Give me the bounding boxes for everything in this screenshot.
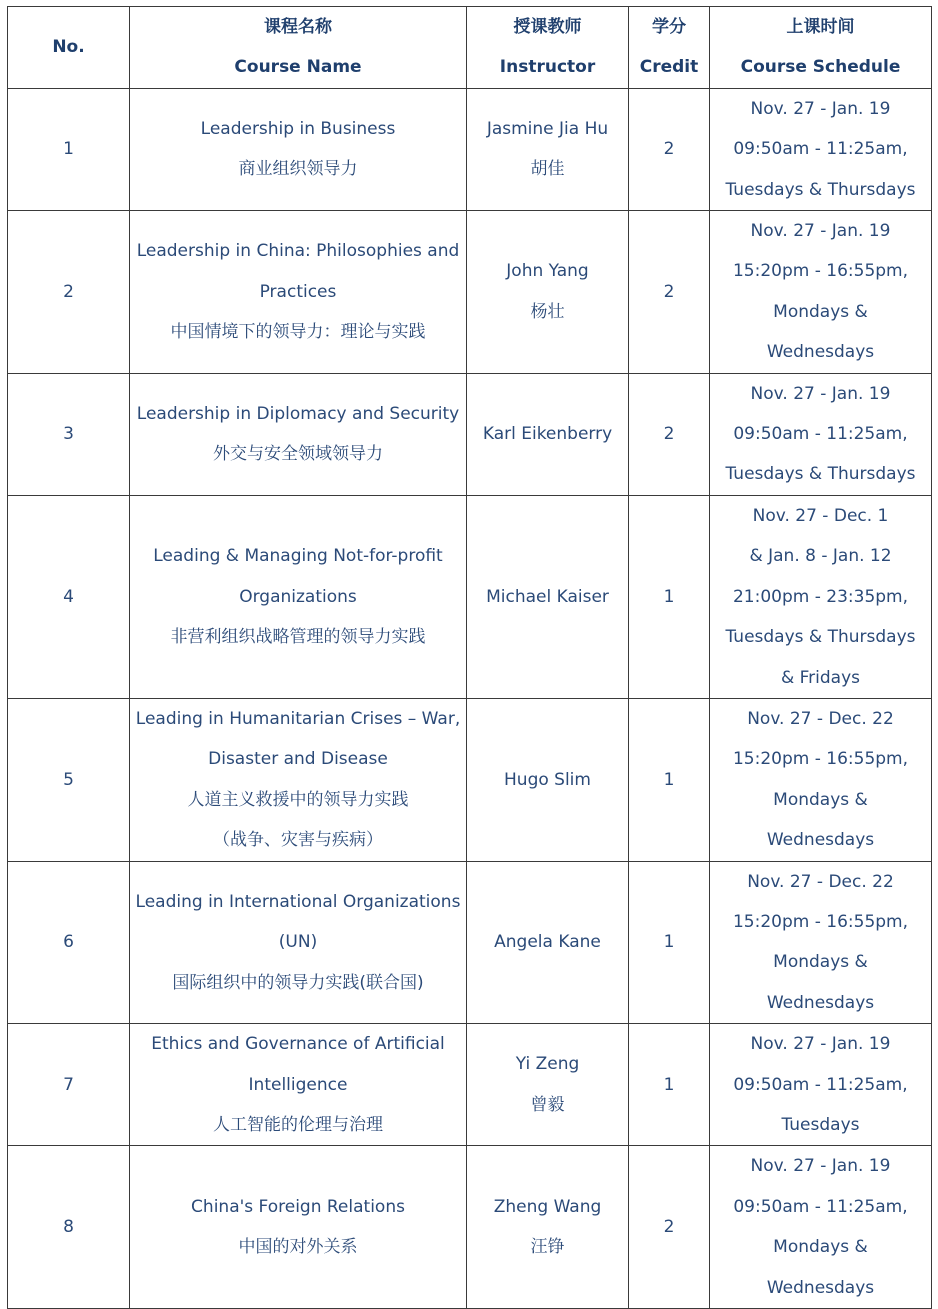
course-name-line: Intelligence	[248, 1074, 348, 1095]
course-name-line: 人道主义救援中的领导力实践	[187, 789, 409, 810]
cell-no	[8, 211, 130, 374]
table-row	[8, 1024, 932, 1146]
row-number: 4	[63, 586, 74, 607]
header-row	[8, 7, 932, 89]
row-number: 6	[63, 932, 74, 953]
header-instructor-cn: 授课教师	[513, 17, 582, 37]
header-no-label: No.	[52, 37, 85, 58]
schedule-line: 09:50am - 11:25am,	[733, 1196, 908, 1217]
instructor-line: John Yang	[506, 261, 589, 282]
course-name-line: 中国的对外关系	[238, 1237, 358, 1258]
schedule-line: Mondays &	[773, 1237, 868, 1258]
schedule-line: 15:20pm - 16:55pm,	[732, 261, 909, 282]
cell-instructor	[467, 698, 629, 861]
cell-schedule	[710, 373, 932, 495]
course-name-line: Ethics and Governance of Artificial	[151, 1034, 445, 1055]
course-name-line: Leading in Humanitarian Crises – War,	[135, 708, 461, 729]
header-course-name-en: Course Name	[234, 57, 362, 78]
instructor-line: Zheng Wang	[493, 1196, 602, 1217]
schedule-line: Nov. 27 - Jan. 19	[750, 383, 891, 404]
header-schedule-en: Course Schedule	[740, 57, 901, 78]
course-name-line: Leadership in Business	[200, 119, 396, 140]
schedule-line: Wednesdays	[766, 830, 875, 851]
cell-course-name	[130, 1146, 467, 1309]
schedule-line: Tuesdays & Thursdays	[725, 179, 916, 200]
cell-no	[8, 861, 130, 1024]
instructor-line: Hugo Slim	[504, 769, 591, 790]
row-number: 1	[63, 139, 74, 160]
schedule-line: Mondays &	[773, 789, 868, 810]
schedule-line: Tuesdays & Thursdays	[725, 627, 916, 648]
instructor-line: Karl Eikenberry	[482, 424, 613, 445]
credit-value: 2	[663, 1216, 675, 1237]
course-name-line: Leading & Managing Not-for-profit	[153, 546, 443, 567]
row-number: 7	[63, 1074, 74, 1095]
course-name-line: 外交与安全领域领导力	[213, 444, 383, 465]
cell-course-name	[130, 495, 467, 698]
header-credit	[629, 7, 710, 89]
schedule-line: Nov. 27 - Jan. 19	[750, 98, 891, 119]
course-name-line: 非营利组织战略管理的领导力实践	[170, 627, 426, 648]
course-name-line: Leadership in Diplomacy and Security	[136, 403, 460, 424]
cell-course-name	[130, 861, 467, 1024]
header-instructor-en: Instructor	[499, 57, 596, 78]
instructor-line: Angela Kane	[494, 932, 601, 953]
header-instructor	[467, 7, 629, 89]
schedule-line: Nov. 27 - Jan. 19	[750, 221, 891, 242]
credit-value: 2	[663, 424, 675, 445]
cell-instructor	[467, 373, 629, 495]
instructor-line: 汪铮	[530, 1237, 565, 1258]
cell-schedule	[710, 495, 932, 698]
schedule-line: Tuesdays & Thursdays	[725, 464, 916, 485]
schedule-line: Nov. 27 - Dec. 22	[747, 871, 894, 892]
schedule-line: Nov. 27 - Dec. 22	[747, 708, 894, 729]
schedule-line: 21:00pm - 23:35pm,	[732, 586, 909, 607]
schedule-line: Nov. 27 - Jan. 19	[750, 1156, 891, 1177]
header-no	[8, 7, 130, 89]
course-name-line: Leadership in China: Philosophies and	[136, 241, 460, 262]
schedule-line: 15:20pm - 16:55pm,	[732, 911, 909, 932]
cell-no	[8, 1024, 130, 1146]
course-name-line: China's Foreign Relations	[191, 1196, 405, 1217]
cell-instructor	[467, 1146, 629, 1309]
cell-credit	[629, 861, 710, 1024]
instructor-line: Jasmine Jia Hu	[486, 119, 609, 140]
schedule-line: & Jan. 8 - Jan. 12	[749, 546, 892, 567]
schedule-line: 09:50am - 11:25am,	[733, 139, 908, 160]
cell-instructor	[467, 88, 629, 210]
row-number: 2	[63, 281, 74, 302]
row-number: 3	[63, 424, 74, 445]
row-number: 8	[63, 1216, 74, 1237]
cell-credit	[629, 495, 710, 698]
table-row	[8, 1146, 932, 1309]
cell-schedule	[710, 211, 932, 374]
cell-course-name	[130, 88, 467, 210]
table-row	[8, 698, 932, 861]
cell-credit	[629, 1146, 710, 1309]
course-name-line: 人工智能的伦理与治理	[213, 1114, 383, 1135]
credit-value: 2	[663, 139, 675, 160]
schedule-line: Wednesdays	[766, 992, 875, 1013]
course-name-line: 国际组织中的领导力实践(联合国)	[172, 972, 424, 993]
cell-credit	[629, 698, 710, 861]
cell-credit	[629, 211, 710, 374]
cell-course-name	[130, 211, 467, 374]
cell-instructor	[467, 861, 629, 1024]
instructor-line: 胡佳	[530, 159, 565, 180]
cell-no	[8, 495, 130, 698]
schedule-line: Tuesdays	[781, 1114, 860, 1135]
cell-no	[8, 373, 130, 495]
credit-value: 2	[663, 281, 675, 302]
credit-value: 1	[663, 1074, 675, 1095]
course-name-line: (UN)	[278, 932, 318, 953]
cell-course-name	[130, 1024, 467, 1146]
course-name-line: Practices	[259, 281, 337, 302]
schedule-line: 15:20pm - 16:55pm,	[732, 749, 909, 770]
instructor-line: 曾毅	[530, 1094, 565, 1115]
cell-schedule	[710, 1146, 932, 1309]
schedule-line: Nov. 27 - Dec. 1	[752, 505, 889, 526]
cell-schedule	[710, 1024, 932, 1146]
course-name-line: 中国情境下的领导力：理论与实践	[170, 322, 426, 343]
table-row	[8, 211, 932, 374]
schedule-line: Nov. 27 - Jan. 19	[750, 1034, 891, 1055]
row-number: 5	[63, 769, 74, 790]
schedule-line: Wednesdays	[766, 342, 875, 363]
header-credit-en: Credit	[639, 57, 699, 78]
instructor-line: Yi Zeng	[515, 1054, 580, 1075]
cell-schedule	[710, 861, 932, 1024]
cell-schedule	[710, 698, 932, 861]
header-schedule	[710, 7, 932, 89]
course-name-line: （战争、灾害与疾病）	[213, 830, 383, 851]
header-schedule-cn: 上课时间	[786, 17, 855, 37]
schedule-line: Mondays &	[773, 952, 868, 973]
credit-value: 1	[663, 932, 675, 953]
table-row	[8, 373, 932, 495]
cell-schedule	[710, 88, 932, 210]
schedule-line: 09:50am - 11:25am,	[733, 424, 908, 445]
instructor-line: Michael Kaiser	[486, 586, 609, 607]
header-credit-cn: 学分	[652, 17, 686, 37]
schedule-line: 09:50am - 11:25am,	[733, 1074, 908, 1095]
cell-instructor	[467, 495, 629, 698]
table-row	[8, 88, 932, 210]
cell-no	[8, 698, 130, 861]
course-name-line: Disaster and Disease	[208, 749, 388, 770]
credit-value: 1	[663, 769, 675, 790]
credit-value: 1	[663, 586, 675, 607]
course-name-line: Organizations	[239, 586, 357, 607]
course-name-line: 商业组织领导力	[238, 159, 358, 180]
cell-credit	[629, 1024, 710, 1146]
cell-course-name	[130, 373, 467, 495]
cell-no	[8, 1146, 130, 1309]
course-schedule-table	[7, 6, 932, 1309]
table-row	[8, 495, 932, 698]
header-course-name-cn: 课程名称	[264, 17, 332, 37]
instructor-line: 杨壮	[530, 301, 565, 322]
schedule-line: & Fridays	[780, 667, 861, 688]
header-course-name	[130, 7, 467, 89]
cell-course-name	[130, 698, 467, 861]
cell-credit	[629, 88, 710, 210]
course-name-line: Leading in International Organizations	[135, 891, 461, 912]
table-row	[8, 861, 932, 1024]
schedule-line: Mondays &	[773, 301, 868, 322]
schedule-line: Wednesdays	[766, 1277, 875, 1298]
cell-instructor	[467, 1024, 629, 1146]
cell-credit	[629, 373, 710, 495]
cell-instructor	[467, 211, 629, 374]
cell-no	[8, 88, 130, 210]
